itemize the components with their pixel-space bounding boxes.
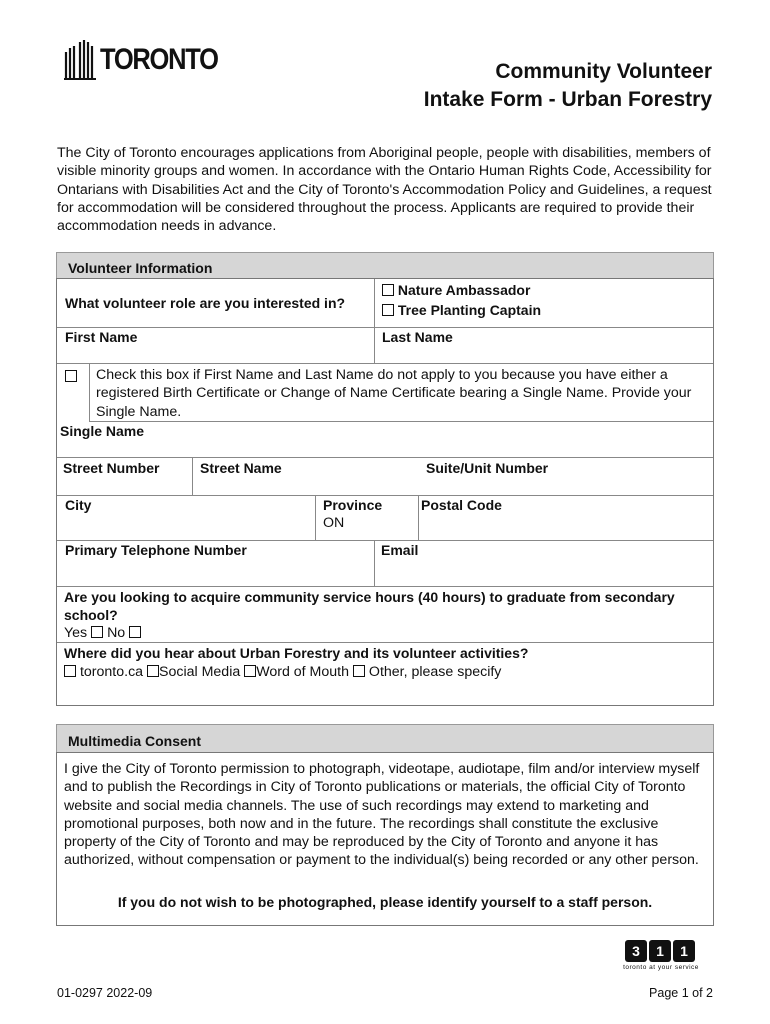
311-tagline: toronto at your service <box>623 964 699 971</box>
311-digit: 1 <box>649 940 671 962</box>
form-number: 01-0297 2022-09 <box>57 986 153 1000</box>
single-name-note: Check this box if First Name and Last Name do not apply to you because you have either a registered Birth Certificate or Change of Name Certificate bearing a Single Name. Provide your Single Name. <box>96 367 692 420</box>
consent-body: I give the City of Toronto permission to photograph, videotape, audiotape, film and/or interview myself and to publish the Recordings in City of Toronto publications or materials, the official City of Toronto website and social media channels. The use of such recordings may extend to marketing and promotional purposes, both now and in the future. The recordings shall constitute the exclusive property of the City of Toronto and may be reproduced by the City of Toronto and anyone it has authorized, without compensation or payment to the individual(s) being recorded or any other person. <box>64 761 700 869</box>
word-of-mouth-checkbox[interactable] <box>244 665 256 677</box>
role-question: What volunteer role are you interested in? <box>65 295 346 311</box>
intro-paragraph: The City of Toronto encourages applications from Aboriginal people, people with disabilities, members of visible minority groups and women. In accordance with the Ontario Human Rights Code, Accessibility for Ontarians with Disabilities Act and the City of Toronto's Accommodation Policy and Guidelines, a request for accommodation will be considered throughout the process. Applicants are required to provide their accommodation needs in advance. <box>57 145 712 235</box>
title-line-2: Intake Form - Urban Forestry <box>423 88 712 111</box>
hours-answer-row <box>64 624 141 642</box>
street-name-label: Street Name <box>200 460 282 476</box>
logo-wordmark: TORONTO <box>100 43 218 76</box>
page-number: Page 1 of 2 <box>649 986 713 1000</box>
section-header-volunteer: Volunteer Information <box>56 252 714 278</box>
single-name-label: Single Name <box>60 423 145 439</box>
consent-note: If you do not wish to be photographed, please identify yourself to a staff person. <box>117 894 653 910</box>
postal-code-label: Postal Code <box>421 497 502 513</box>
title-line-1: Community Volunteer <box>495 60 712 83</box>
street-number-label: Street Number <box>63 460 160 476</box>
last-name-label: Last Name <box>382 329 453 345</box>
suite-label: Suite/Unit Number <box>426 460 549 476</box>
role-option-tree-planting-captain[interactable]: Tree Planting Captain <box>382 302 541 318</box>
311-digit: 3 <box>625 940 647 962</box>
no-checkbox[interactable] <box>129 626 141 638</box>
other-checkbox[interactable] <box>353 665 365 677</box>
phone-label: Primary Telephone Number <box>65 542 247 558</box>
checkbox[interactable] <box>382 284 394 296</box>
single-name-checkbox[interactable] <box>65 370 77 382</box>
province-label: Province <box>323 497 383 513</box>
hours-question: Are you looking to acquire community service hours (40 hours) to graduate from secondary school? <box>64 589 675 624</box>
311-digit: 1 <box>673 940 695 962</box>
social-media-checkbox[interactable] <box>147 665 159 677</box>
role-option-nature-ambassador[interactable]: Nature Ambassador <box>382 282 530 298</box>
section-header-consent: Multimedia Consent <box>56 724 714 752</box>
first-name-label: First Name <box>65 329 138 345</box>
email-label: Email <box>381 542 419 558</box>
yes-checkbox[interactable] <box>91 626 103 638</box>
yes-label: Yes <box>64 625 88 641</box>
form-title <box>424 58 712 114</box>
hear-question: Where did you hear about Urban Forestry and its volunteer activities? <box>64 645 529 661</box>
city-hall-icon <box>64 38 98 82</box>
hear-options-row: toronto.ca Social Media Word of Mouth Other, please specify <box>64 663 501 681</box>
toronto-logo <box>64 38 218 82</box>
toronto-ca-checkbox[interactable] <box>64 665 76 677</box>
province-value: ON <box>323 515 345 531</box>
city-label: City <box>65 497 92 513</box>
checkbox[interactable] <box>382 304 394 316</box>
311-badge <box>620 940 702 971</box>
no-label: No <box>107 625 126 641</box>
